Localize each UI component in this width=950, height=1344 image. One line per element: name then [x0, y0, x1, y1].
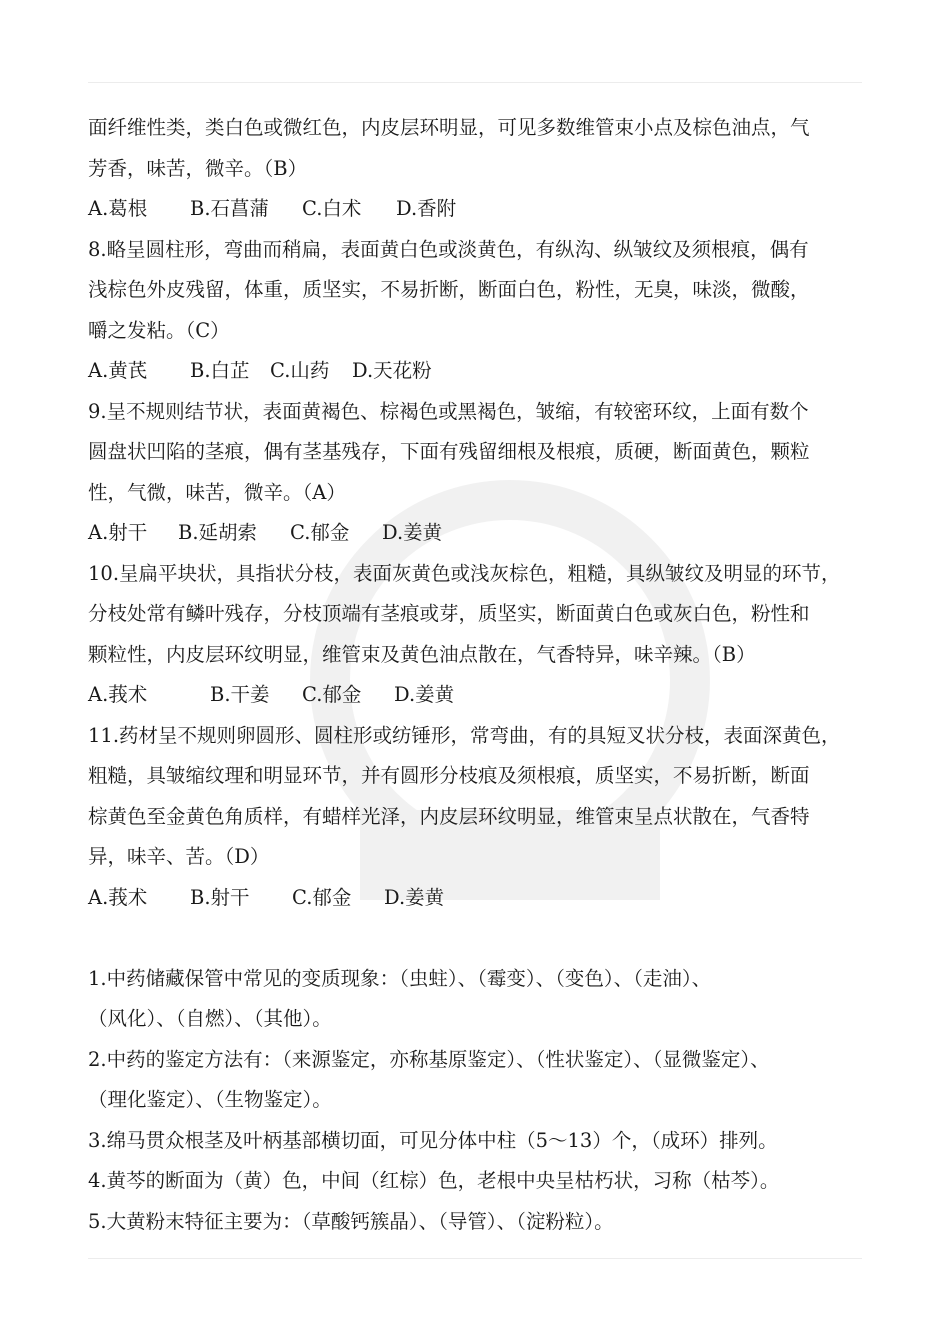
fill-in-text: 3.绵马贯众根茎及叶柄基部横切面，可见分体中柱（5～13）个，（成环）排列。	[88, 1128, 778, 1152]
option-a: A.黄芪	[88, 359, 148, 382]
fill-in-text: （理化鉴定）、（生物鉴定）。	[88, 1088, 332, 1111]
option-b: B.干姜	[210, 683, 270, 706]
options-row	[88, 351, 888, 392]
question-text: 粗糙，具皱缩纹理和明显环节，并有圆形分枝痕及须根痕，质坚实，不易折断，断面	[88, 764, 810, 787]
question-text: 11.药材呈不规则卵圆形、圆柱形或纺锤形，常弯曲，有的具短叉状分枝，表面深黄色，	[88, 723, 841, 747]
question-text: 圆盘状凹陷的茎痕，偶有茎基残存，下面有残留细根及根痕，质硬，断面黄色，颗粒	[88, 440, 810, 463]
section-gap	[88, 918, 888, 959]
question-text: 分枝处常有鳞叶残存，分枝顶端有茎痕或芽，质坚实，断面黄白色或灰白色，粉性和	[88, 602, 810, 625]
question-text: 9.呈不规则结节状，表面黄褐色、棕褐色或黑褐色，皱缩，有较密环纹，上面有数个	[88, 399, 809, 423]
option-d: D.姜黄	[384, 885, 445, 909]
question-text: 面纤维性类，类白色或微红色，内皮层环明显，可见多数维管束小点及棕色油点，气	[88, 116, 810, 139]
question-text: 嚼之发粘。（C）	[88, 318, 230, 342]
fill-in-section	[88, 959, 888, 1243]
question-text: 棕黄色至金黄色角质样，有蜡样光泽，内皮层环纹明显，维管束呈点状散在，气香特	[88, 804, 810, 828]
option-d: D.天花粉	[352, 359, 432, 382]
option-d: D.姜黄	[382, 521, 443, 544]
options-row	[88, 675, 888, 716]
options-row	[88, 513, 888, 554]
question-text: 性，气微，味苦，微辛。（A）	[88, 480, 346, 504]
fill-in-text: 1.中药储藏保管中常见的变质现象：（虫蛀）、（霉变）、（变色）、（走油）、	[88, 966, 712, 990]
option-c: C.郁金	[290, 521, 350, 544]
option-d: D.香附	[396, 197, 457, 220]
question-7	[88, 108, 888, 230]
option-a: A.莪术	[88, 683, 148, 706]
page-content	[88, 108, 888, 1242]
option-a: A.莪术	[88, 885, 148, 909]
option-b: B.延胡索	[178, 521, 258, 544]
question-text: 10.呈扁平块状，具指状分枝，表面灰黄色或浅灰棕色，粗糙，具纵皱纹及明显的环节，	[88, 561, 841, 585]
footer-rule	[88, 1258, 862, 1259]
question-text: 8.略呈圆柱形，弯曲而稍扁，表面黄白色或淡黄色，有纵沟、纵皱纹及须根痕，偶有	[88, 237, 809, 261]
fill-in-text: 4.黄芩的断面为（黄）色，中间（红棕）色，老根中央呈枯朽状，习称（枯芩）。	[88, 1169, 780, 1192]
option-c: C.郁金	[302, 683, 362, 706]
question-text: 芳香，味苦，微辛。（B）	[88, 156, 308, 180]
fill-in-text: 5.大黄粉末特征主要为：（草酸钙簇晶）、（导管）、（淀粉粒）。	[88, 1209, 614, 1233]
option-c: C.白术	[302, 197, 362, 220]
options-row	[88, 878, 888, 919]
option-b: B.白芷	[190, 359, 250, 382]
options-row	[88, 189, 888, 230]
option-b: B.射干	[190, 885, 250, 909]
fill-in-text: （风化）、（自燃）、（其他）。	[88, 1007, 332, 1030]
question-text: 异，味辛、苦。（D）	[88, 845, 270, 868]
question-11	[88, 716, 888, 919]
question-9	[88, 392, 888, 554]
question-10	[88, 554, 888, 716]
header-rule	[88, 82, 862, 83]
option-c: C.郁金	[292, 885, 352, 909]
question-text: 颗粒性，内皮层环纹明显，维管束及黄色油点散在，气香特异，味辛辣。（B）	[88, 642, 756, 666]
fill-in-text: 2.中药的鉴定方法有：（来源鉴定，亦称基原鉴定）、（性状鉴定）、（显微鉴定）、	[88, 1047, 770, 1071]
question-text: 浅棕色外皮残留，体重，质坚实，不易折断，断面白色，粉性，无臭，味淡，微酸，	[88, 278, 810, 301]
option-b: B.石菖蒲	[190, 197, 270, 220]
option-a: A.葛根	[88, 197, 148, 220]
option-d: D.姜黄	[394, 683, 455, 706]
option-c: C.山药	[270, 359, 330, 382]
question-8	[88, 230, 888, 392]
option-a: A.射干	[88, 521, 148, 544]
